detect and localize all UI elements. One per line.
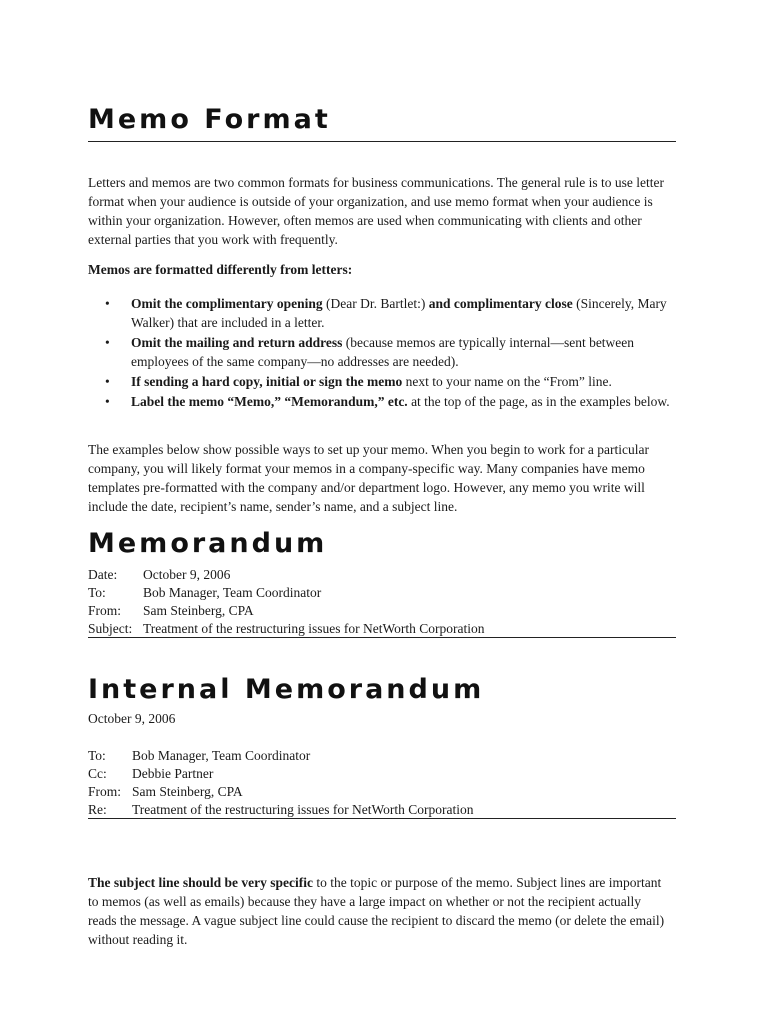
list-item: • Omit the mailing and return address (because memos are typically internal—sent between employees of the same company—no addresses are needed). [105,335,635,369]
memo1-date-line: Date: October 9, 2006 [88,567,231,582]
subject-line-paragraph: The subject line should be very specific to the topic or purpose of the memo. Subject lines are important to memos (as well as emails) because they have a large impact on whether or not the recipient actually reads the message. A vague subject line could cause the recipient to discard the memo (or delete the email) without reading it. [88,875,665,947]
differences-list [105,294,675,412]
memo2-rule [88,818,676,819]
memo2-from-line: From: Sam Steinberg, CPA [88,784,243,799]
memo2-header-fields [88,747,473,819]
page-title: Memo Format [88,104,331,135]
memo1-from-line: From: Sam Steinberg, CPA [88,603,254,618]
memo1-rule [88,637,676,638]
bullet-icon: • [105,335,110,350]
list-item: • Label the memo “Memo,” “Memorandum,” etc. at the top of the page, as in the examples below. [105,394,670,409]
list-item: • Omit the complimentary opening (Dear Dr. Bartlet:) and complimentary close (Sincerely, Mary Walker) that are included in a letter. [105,296,667,330]
memo1-subject-line: Subject: Treatment of the restructuring issues for NetWorth Corporation [88,621,485,636]
memo2-date: October 9, 2006 [88,711,176,726]
memo1-heading: Memorandum [88,528,328,559]
bullet-icon: • [105,374,110,389]
intro-paragraph: Letters and memos are two common formats for business communications. The general rule is to use letter format when your audience is outside of your organization, and use memo format when your audience is within your organization. However, often memos are used when communicating with clients and other external parties that you work with frequently. [88,175,664,247]
bullet-icon: • [105,394,110,409]
bullet-icon: • [105,296,110,311]
title-rule [88,141,676,142]
differences-heading: Memos are formatted differently from letters: [88,262,353,277]
memo2-to-line: To: Bob Manager, Team Coordinator [88,748,311,763]
list-item: • If sending a hard copy, initial or sign the memo next to your name on the “From” line. [105,374,612,389]
memo1-header-fields [88,566,484,638]
memo2-re-line: Re: Treatment of the restructuring issues for NetWorth Corporation [88,802,474,817]
memo2-heading: Internal Memorandum [88,674,485,705]
memo2-cc-line: Cc: Debbie Partner [88,766,214,781]
examples-paragraph: The examples below show possible ways to set up your memo. When you begin to work for a particular company, you will likely format your memos in a company-specific way. Many companies have memo templates pre-formatted with the company and/or department logo. However, any memo you write will include the date, recipient’s name, sender’s name, and a subject line. [88,442,650,514]
memo1-to-line: To: Bob Manager, Team Coordinator [88,585,322,600]
